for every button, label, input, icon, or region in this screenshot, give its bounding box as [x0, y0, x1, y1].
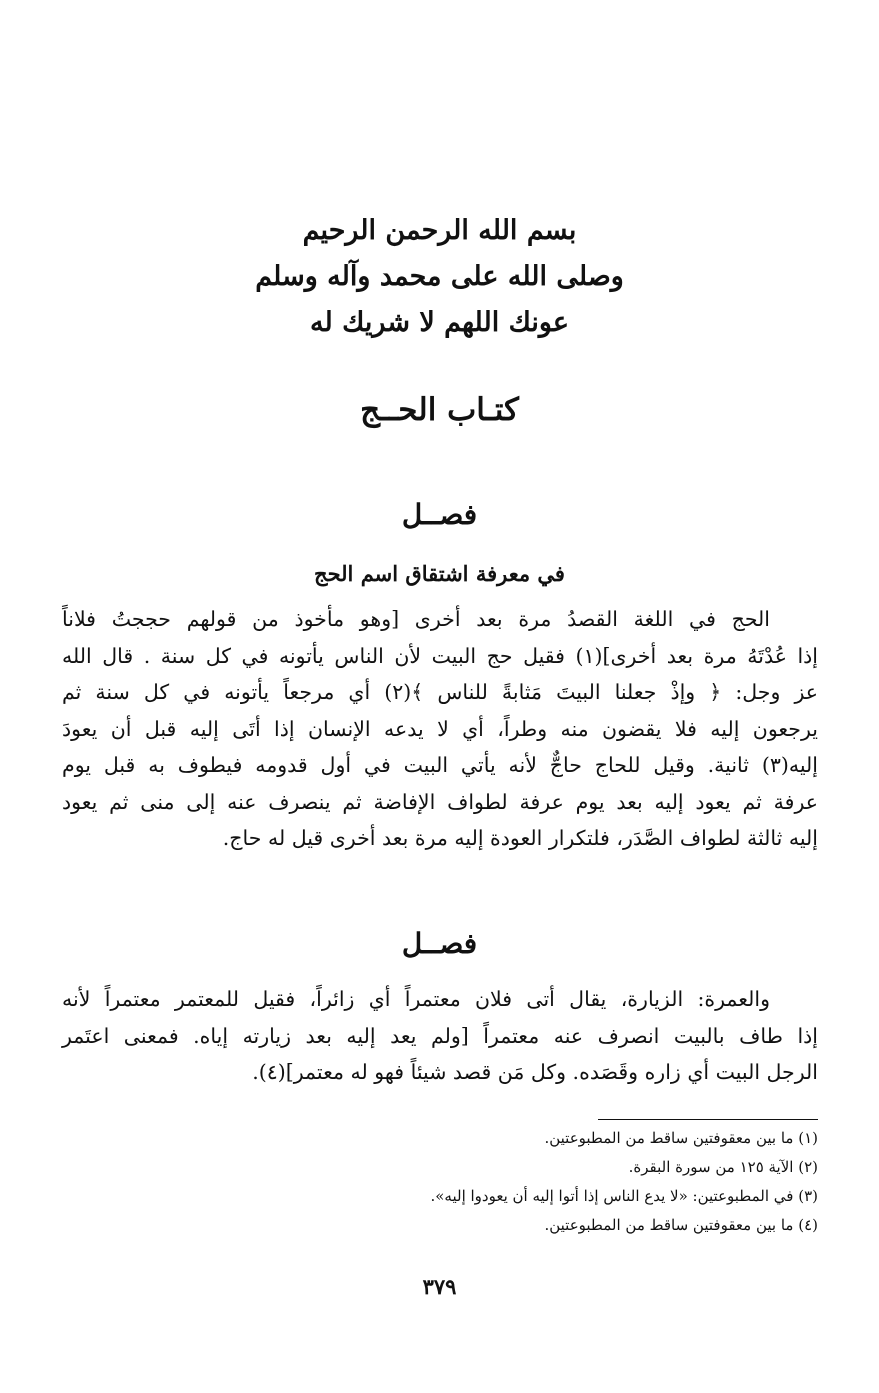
footnote-separator [598, 1119, 818, 1120]
section-heading: فصــل [401, 927, 478, 960]
paragraph-line: والعمرة: الزيارة، يقال أتى فلان معتمراً أي زائراً، فقيل للمعتمر معتمراً لأنه [62, 987, 770, 1011]
section-subheading: في معرفة اشتقاق اسم الحج [314, 561, 565, 586]
footnote: (١) ما بين معقوفتين ساقط من المطبوعتين. [544, 1129, 818, 1147]
invocation-line: عونك اللهم لا شريك له [310, 307, 569, 338]
paragraph-line: الرجل البيت أي زاره وقَصَده. وكل مَن قصد شيئاً فهو له معتمر](٤). [252, 1060, 818, 1084]
footnote: (٢) الآية ١٢٥ من سورة البقرة. [628, 1158, 818, 1176]
paragraph-line: إليه ثالثة لطواف الصَّدَر، فلتكرار العودة إليه مرة بعد أخرى قيل له حاج. [222, 826, 818, 850]
footnote: (٤) ما بين معقوفتين ساقط من المطبوعتين. [544, 1216, 818, 1234]
basmala-block [0, 208, 879, 346]
paragraph-line: عز وجل: ﴿ وإذْ جعلنا البيتَ مَثابةً للناس ﴾(٢) أي مرجعاً يأتونه في كل سنة ثم [62, 680, 818, 704]
basmala-line: بسم الله الرحمن الرحيم [302, 215, 577, 246]
footnote: (٣) في المطبوعتين: «لا يدع الناس إذا أتوا إليه أن يعودوا إليه». [430, 1187, 818, 1205]
section-heading: فصــل [401, 498, 478, 531]
paragraph-line: عرفة ثم يعود إليه بعد يوم عرفة لطواف الإفاضة ثم ينصرف عنه إلى منى ثم يعود [62, 789, 818, 814]
paragraph-line: يرجعون إليه فلا يقضون منه وطراً، أي لا يدعه الإنسان إذا أتَى إليه قبل أن يعودَ [62, 716, 818, 741]
page-number: ٣٧٩ [422, 1274, 457, 1299]
body-paragraph [62, 981, 818, 1091]
footnotes [62, 1124, 818, 1240]
paragraph-line: إذا طاف بالبيت انصرف عنه معتمراً [ولم يعد إليه بعد زيارته إياه. فمعنى اعتَمر [62, 1023, 818, 1048]
body-paragraph [62, 601, 818, 857]
salawat-line: وصلى الله على محمد وآله وسلم [255, 261, 624, 292]
paragraph-line: إليه(٣) ثانية. وقيل للحاج حاجٌّ لأنه يأتي البيت في أول قدومه فيطوف به قبل يوم [62, 753, 818, 777]
paragraph-line: الحج في اللغة القصدُ مرة بعد أخرى [وهو مأخوذ من قولهم حججتُ فلاناً [62, 607, 770, 631]
book-title: كتـاب الحــج [360, 392, 519, 428]
paragraph-line: إذا عُدْتَهُ مرة بعد أخرى](١) فقيل حج البيت لأن الناس يأتونه في كل سنة . قال الله [62, 643, 818, 668]
